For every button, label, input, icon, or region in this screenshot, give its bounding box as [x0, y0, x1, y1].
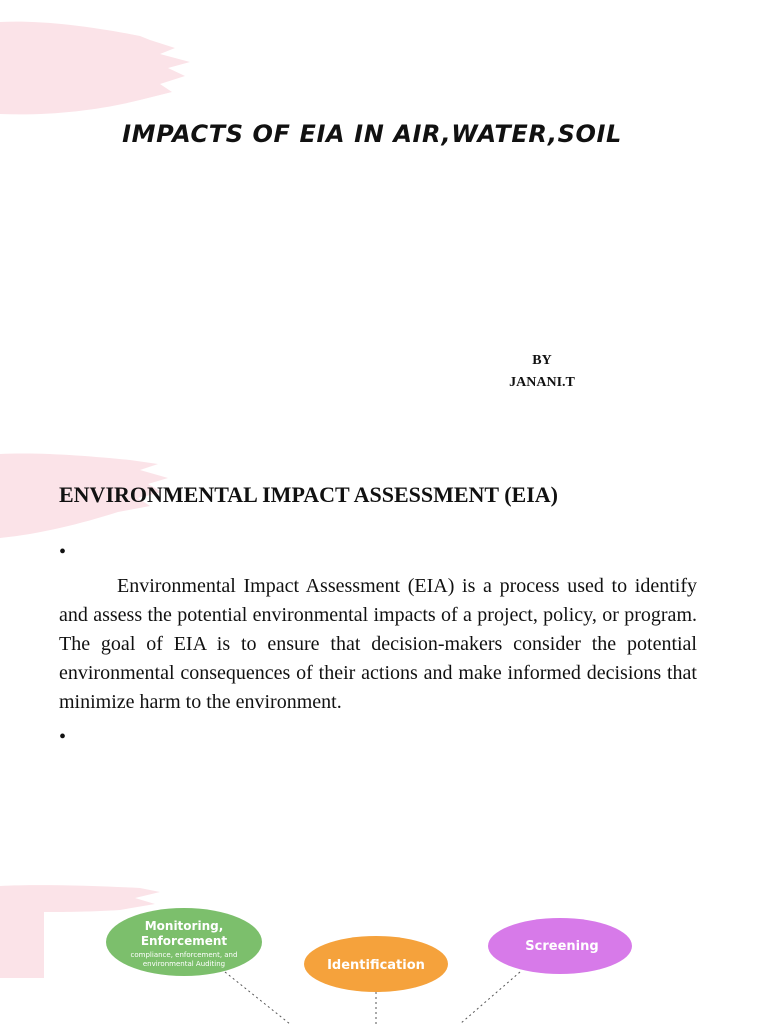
node-screening-label: Screening	[525, 939, 599, 954]
node-monitoring-sub-2: environmental Auditing	[142, 960, 226, 968]
bullet-point-2: •	[59, 726, 67, 748]
node-monitoring-enforcement	[106, 908, 262, 976]
node-monitoring-label-2: Enforcement	[140, 934, 228, 948]
slide-title: IMPACTS OF EIA IN AIR,WATER,SOIL	[122, 120, 622, 148]
by-label: BY	[532, 353, 552, 368]
pink-brush-stroke-top	[0, 10, 200, 130]
author-name: JANANI.T	[509, 375, 575, 390]
eia-paragraph: Environmental Impact Assessment (EIA) is a process used to identify and assess the potential environmental impacts of a project, policy, or program. The goal of EIA is to ensure that decision-makers consider the potential environmental consequences of their actions and make informed decisions that minimize harm to the environment.	[59, 575, 697, 713]
eia-process-diagram	[0, 880, 768, 1024]
node-identification	[304, 936, 448, 992]
node-monitoring-label-1: Monitoring,	[144, 919, 224, 933]
author-block	[470, 350, 614, 394]
node-identification-label: Identification	[327, 958, 425, 973]
node-monitoring-sub-1: compliance, enforcement, and	[130, 951, 238, 959]
section-heading: ENVIRONMENTAL IMPACT ASSESSMENT (EIA)	[59, 482, 558, 507]
node-screening	[488, 918, 632, 974]
bullet-point: •	[59, 541, 67, 563]
